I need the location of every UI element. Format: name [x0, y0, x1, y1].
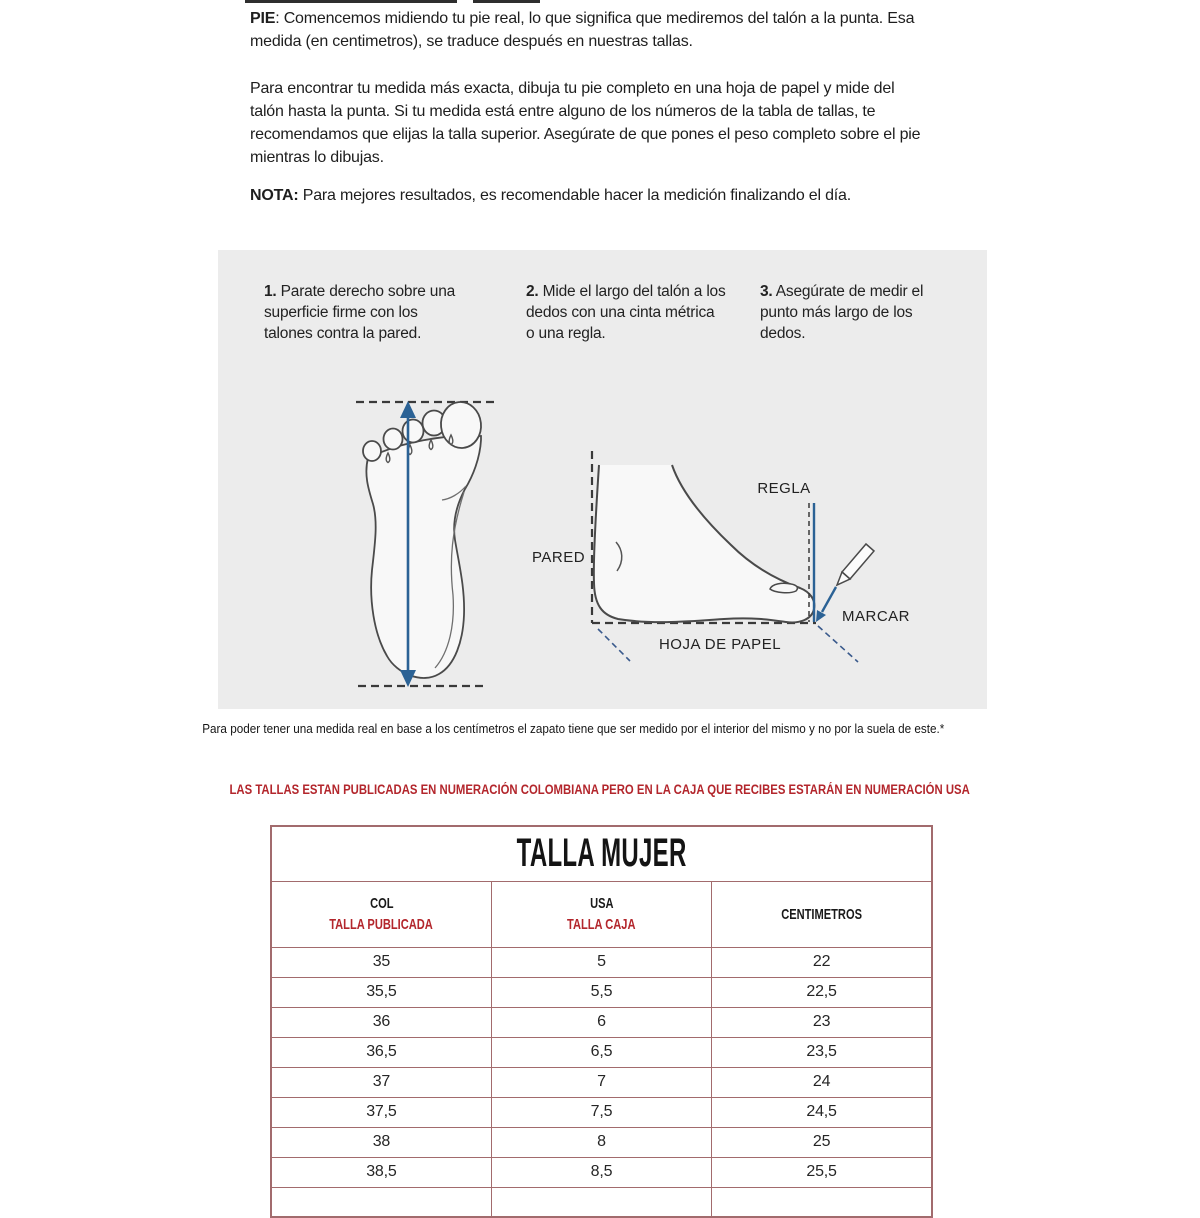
col-size: 37,5 [271, 1097, 491, 1127]
pared-label: PARED [532, 549, 586, 566]
usa-size: 6,5 [491, 1037, 711, 1067]
arrow-up-icon [400, 401, 416, 418]
arrow-down-left-icon [816, 610, 826, 622]
cm-size: 23 [712, 1007, 932, 1037]
col-size: 38,5 [271, 1157, 491, 1187]
step-1-number: 1. [264, 283, 277, 300]
column-header-centimetros [712, 881, 932, 947]
size-table-container [270, 825, 933, 1218]
paper-corner-dashed-line [598, 629, 630, 661]
cropped-heading-remnant [473, 0, 540, 3]
middle-toe [403, 420, 424, 443]
cm-size: 24 [712, 1067, 932, 1097]
usa-size: 6 [491, 1007, 711, 1037]
step-1 [264, 281, 469, 344]
usa-header-line2: TALLA CAJA [567, 916, 636, 933]
pinky-toe [363, 441, 381, 461]
cm-size: 25,5 [712, 1157, 932, 1187]
usa-size: 7,5 [491, 1097, 711, 1127]
col-size: 35 [271, 947, 491, 977]
cm-size: 22,5 [712, 977, 932, 1007]
step-1-text: Parate derecho sobre una superficie firme con los talones contra la pared. [264, 283, 456, 342]
toenail [770, 583, 797, 593]
col-size: 36,5 [271, 1037, 491, 1067]
step-3-text: Asegúrate de medir el punto más largo de los dedos. [760, 283, 924, 342]
table-row [271, 1127, 932, 1157]
intro-pie-lead: PIE [250, 10, 276, 27]
intro-nota-lead: NOTA: [250, 187, 299, 204]
usa-size: 5 [491, 947, 711, 977]
measure-footnote-text: Para poder tener una medida real en base a los centímetros el zapato tiene que ser medido por el interior del mismo y no por la suela de este.* [201, 721, 945, 736]
table-row [271, 1097, 932, 1127]
cm-size: 23,5 [712, 1037, 932, 1067]
usa-size: 7 [491, 1067, 711, 1097]
size-table [270, 825, 933, 1218]
intro-paragraph-measure [250, 77, 932, 169]
table-row [271, 977, 932, 1007]
usa-size: 5,5 [491, 977, 711, 1007]
size-table-title-cell [271, 826, 932, 881]
col-size: 37 [271, 1067, 491, 1097]
column-header-col [271, 881, 491, 947]
cm-size: 22 [712, 947, 932, 977]
intro-nota-text: Para mejores resultados, es recomendable hacer la medición finalizando el día. [298, 187, 851, 204]
fourth-toe [384, 429, 403, 450]
column-header-usa [491, 881, 711, 947]
step-3 [760, 281, 945, 344]
col-header-line2: TALLA PUBLICADA [329, 916, 434, 933]
table-row [271, 1157, 932, 1187]
table-row [271, 947, 932, 977]
col-size: 36 [271, 1007, 491, 1037]
col-header-line1: COL [369, 895, 394, 912]
sizing-notice-text: LAS TALLAS ESTAN PUBLICADAS EN NUMERACIÓN COLOMBIANA PERO EN LA CAJA QUE RECIBES ESTARÁN EN NUMERACIÓN USA [229, 782, 971, 797]
hoja-de-papel-label: HOJA DE PAPEL [658, 636, 782, 653]
measuring-instructions-panel [218, 250, 987, 709]
step-3-number: 3. [760, 283, 773, 300]
marcar-label: MARCAR [842, 608, 911, 625]
cropped-heading-remnant [245, 0, 457, 3]
intro-paragraph-nota [250, 184, 932, 207]
step-2 [526, 281, 726, 344]
cm-size: 24,5 [712, 1097, 932, 1127]
table-row [271, 1067, 932, 1097]
step-2-number: 2. [526, 283, 539, 300]
cm-size: 25 [712, 1127, 932, 1157]
usa-size: 8,5 [491, 1157, 711, 1187]
col-size: 35,5 [271, 977, 491, 1007]
usa-size: 8 [491, 1127, 711, 1157]
size-table-title: TALLA MUJER [516, 831, 687, 876]
step-2-text: Mide el largo del talón a los dedos con una cinta métrica o una regla. [526, 283, 726, 342]
intro-pie-text: : Comencemos midiendo tu pie real, lo que significa que mediremos del talón a la punta. Esa medida (en centimetros), se traduce después en nuestras tallas. [250, 10, 915, 50]
col-size: 38 [271, 1127, 491, 1157]
marcar-arrow-shaft [822, 587, 836, 612]
foot-side-measure-diagram [520, 435, 925, 683]
measure-footnote [0, 721, 1146, 736]
foot-sole-measure-diagram [338, 390, 510, 700]
table-row [271, 1037, 932, 1067]
paper-corner-dashed-line [818, 626, 858, 662]
sizing-notice [0, 782, 1200, 797]
arrow-down-icon [400, 670, 416, 687]
table-row-clipped [271, 1187, 932, 1217]
usa-header-line1: USA [589, 895, 614, 912]
pencil-icon [842, 544, 874, 579]
table-row [271, 1007, 932, 1037]
intro-measure-text: Para encontrar tu medida más exacta, dibuja tu pie completo en una hoja de papel y mide del talón hasta la punta. Si tu medida está entre alguno de los números de la tabla de tallas, te recomendamos que elijas la talla superior. Asegúrate de que pones el peso completo sobre el pie mientras lo dibujas. [250, 80, 921, 166]
foot-sole-outline [366, 436, 481, 678]
intro-paragraph-pie [250, 7, 930, 53]
regla-label: REGLA [757, 480, 811, 497]
centimetros-header: CENTIMETROS [781, 905, 862, 923]
